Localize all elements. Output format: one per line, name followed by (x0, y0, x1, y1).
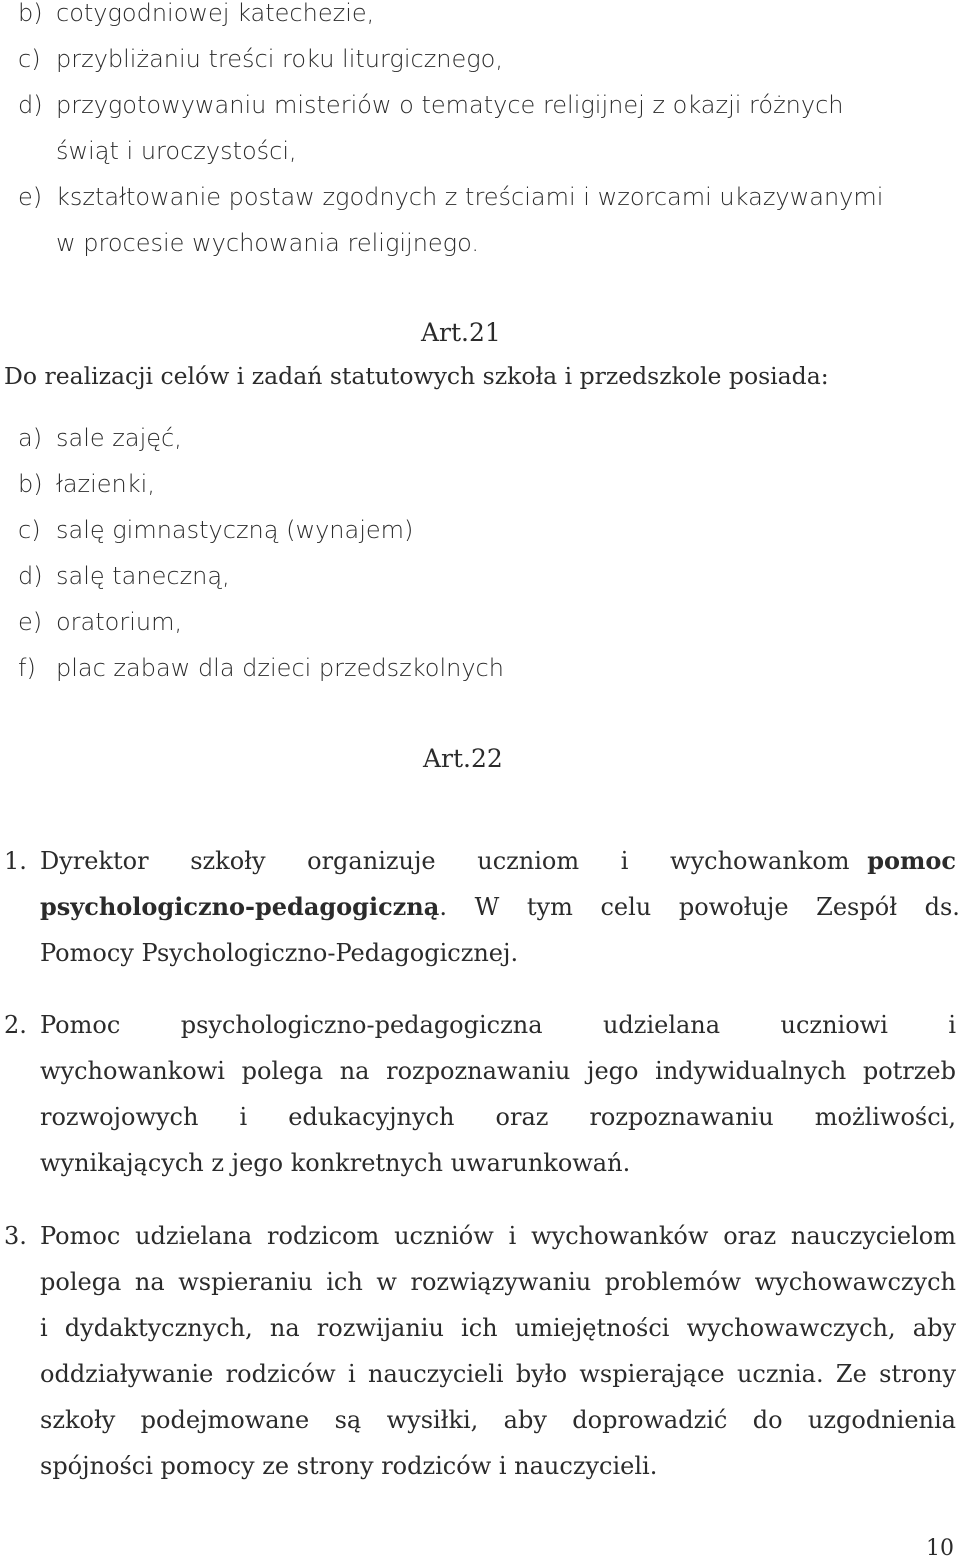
list-item (18, 461, 948, 507)
list-item-text: oratorium, (56, 608, 183, 636)
page-number: 10 (926, 1536, 954, 1561)
list-marker: c) (18, 45, 41, 73)
paragraph-body (40, 1002, 956, 1186)
article-heading: Art.21 (421, 318, 501, 347)
list-marker: c) (18, 516, 41, 544)
list-item-text: kształtowanie postaw zgodnych z treściami i wzorcami ukazywanymi (56, 183, 884, 211)
list-item (18, 599, 948, 645)
list-marker: e) (18, 608, 43, 636)
list-marker: b) (18, 0, 43, 27)
paragraph-text: Dyrektor szkoły organizuje uczniom i wychowankom (40, 847, 850, 875)
paragraph-line: Pomoc udzielana rodzicom uczniów i wychowanków oraz nauczycielom (40, 1222, 956, 1250)
list-item-continuation (18, 128, 948, 174)
article-heading: Art.22 (423, 744, 503, 773)
paragraph-bold-text: pomoc (867, 846, 956, 875)
paragraph-number: 3. (4, 1222, 27, 1250)
paragraph-line (40, 884, 960, 930)
paragraph-3 (4, 1213, 956, 1489)
paragraph-line: szkoły podejmowane są wysiłki, aby doprowadzić do uzgodnienia (40, 1406, 956, 1434)
list-item-text: salę taneczną, (56, 562, 230, 590)
list-item (18, 0, 948, 36)
paragraph-line: wychowankowi polega na rozpoznawaniu jego indywidualnych potrzeb (40, 1057, 956, 1085)
list-item (18, 645, 948, 691)
list-item-text: cotygodniowej katechezie, (56, 0, 375, 27)
list-marker: e) (18, 183, 43, 211)
facilities-list (18, 415, 948, 691)
paragraph-line: i dydaktycznych, na rozwijaniu ich umiejętności wychowawczych, aby (40, 1314, 956, 1342)
list-marker: d) (18, 91, 43, 119)
paragraph-text: . W tym celu powołuje Zespół ds. (439, 893, 960, 921)
list-item (18, 507, 948, 553)
list-item-continuation (18, 220, 948, 266)
list-item-text: świąt i uroczystości, (56, 137, 297, 165)
paragraph-number: 1. (4, 847, 27, 875)
top-list (18, 0, 948, 266)
list-item (18, 36, 948, 82)
paragraph-line (40, 838, 956, 884)
list-item (18, 174, 948, 220)
list-marker: b) (18, 470, 43, 498)
list-item (18, 415, 948, 461)
paragraph-body (40, 838, 960, 976)
list-item-text: salę gimnastyczną (wynajem) (56, 516, 414, 544)
paragraph-line: Pomocy Psychologiczno-Pedagogicznej. (40, 939, 519, 967)
paragraph-1 (4, 838, 960, 976)
list-item-text: sale zajęć, (56, 424, 182, 452)
paragraph-number: 2. (4, 1011, 27, 1039)
paragraph-line: polega na wspieraniu ich w rozwiązywaniu problemów wychowawczych (40, 1268, 956, 1296)
paragraph-body (40, 1213, 956, 1489)
paragraph-2 (4, 1002, 956, 1186)
list-item-text: plac zabaw dla dzieci przedszkolnych (56, 654, 504, 682)
list-item-text: przygotowywaniu misteriów o tematyce religijnej z okazji różnych (56, 91, 844, 119)
list-marker: a) (18, 424, 43, 452)
list-item-text: łazienki, (56, 470, 155, 498)
paragraph-line: Pomoc psychologiczno-pedagogiczna udzielana uczniowi i (40, 1011, 956, 1039)
paragraph-bold-text: psychologiczno-pedagogiczną (40, 892, 440, 921)
list-marker: d) (18, 562, 43, 590)
paragraph-line: wynikających z jego konkretnych uwarunkowań. (40, 1149, 631, 1177)
paragraph-line: spójności pomocy ze strony rodziców i nauczycieli. (40, 1452, 658, 1480)
list-item-text: w procesie wychowania religijnego. (56, 229, 479, 257)
list-item (18, 82, 948, 128)
list-item (18, 553, 948, 599)
paragraph-line: oddziaływanie rodziców i nauczycieli było wspierające ucznia. Ze strony (40, 1360, 956, 1388)
paragraph-line: rozwojowych i edukacyjnych oraz rozpoznawaniu możliwości, (40, 1103, 956, 1131)
article-intro: Do realizacji celów i zadań statutowych szkoła i przedszkole posiada: (4, 362, 829, 390)
list-marker: f) (18, 654, 36, 682)
list-item-text: przybliżaniu treści roku liturgicznego, (56, 45, 503, 73)
